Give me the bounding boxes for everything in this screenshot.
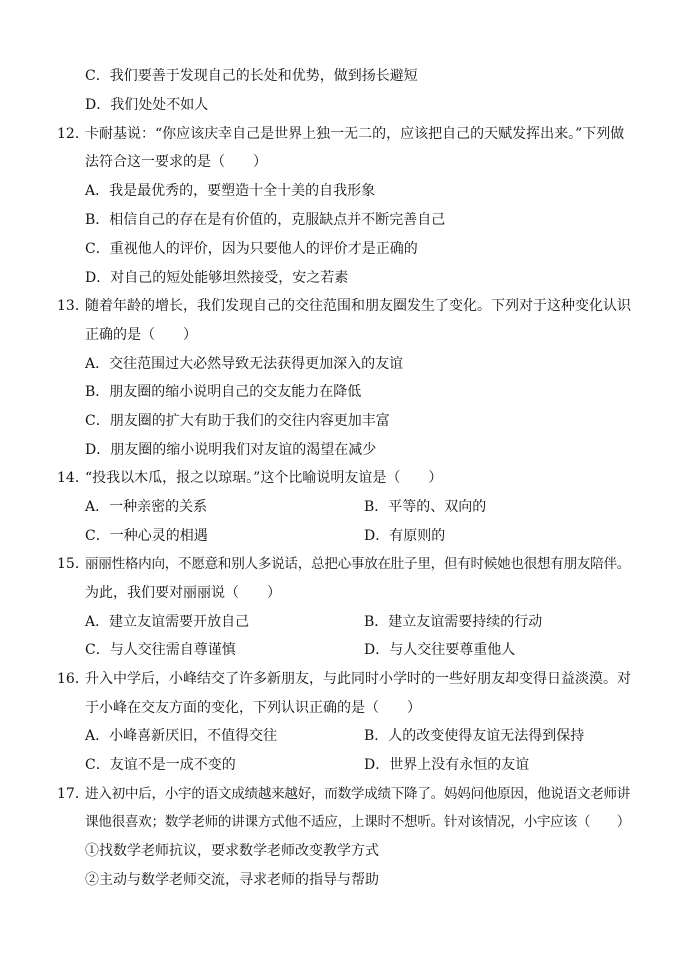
q16-option-a: A．小峰喜新厌旧，不值得交往	[85, 728, 278, 744]
q12-stem-line2: 法符合这一要求的是（ ）	[85, 154, 267, 170]
q12-option-b: B．相信自己的存在是有价值的，克服缺点并不断完善自己	[85, 212, 446, 228]
q14-option-d: D．有原则的	[364, 528, 446, 544]
q12-number: 12．	[57, 126, 89, 142]
q15-option-a: A．建立友谊需要开放自己	[85, 614, 250, 630]
q16-number: 16．	[57, 671, 89, 687]
q15-stem-line1: 丽丽性格内向，不愿意和别人多说话，总把心事放在肚子里，但有时候她也很想有朋友陪伴。	[85, 556, 631, 572]
q16-option-b: B．人的改变使得友谊无法得到保持	[364, 728, 585, 744]
q11-option-c: C．我们要善于发现自己的长处和优势，做到扬长避短	[85, 68, 418, 84]
q15-option-b: B．建立友谊需要持续的行动	[364, 614, 543, 630]
q12-option-a: A．我是最优秀的，要塑造十全十美的自我形象	[85, 183, 376, 199]
q14-stem: “投我以木瓜，报之以琼琚。”这个比喻说明友谊是（ ）	[85, 470, 443, 486]
q12-option-d: D．对自己的短处能够坦然接受，安之若素	[85, 270, 349, 286]
q16-option-c: C．友谊不是一成不变的	[85, 757, 236, 773]
q15-option-c: C．与人交往需自尊谨慎	[85, 642, 236, 658]
q14-option-b: B．平等的、双向的	[364, 499, 487, 515]
q14-option-c: C．一种心灵的相遇	[85, 528, 208, 544]
q13-option-b: B．朋友圈的缩小说明自己的交友能力在降低	[85, 384, 362, 400]
q16-stem-line1: 升入中学后，小峰结交了许多新朋友，与此同时小学时的一些好朋友却变得日益淡漠。对	[85, 671, 631, 687]
q13-option-a: A．交往范围过大必然导致无法获得更加深入的友谊	[85, 356, 404, 372]
q12-option-c: C．重视他人的评价，因为只要他人的评价才是正确的	[85, 241, 418, 257]
q16-option-d: D．世界上没有永恒的友谊	[364, 757, 530, 773]
q13-option-c: C．朋友圈的扩大有助于我们的交往内容更加丰富	[85, 413, 390, 429]
q15-option-d: D．与人交往要尊重他人	[364, 642, 516, 658]
q13-stem-line1: 随着年龄的增长，我们发现自己的交往范围和朋友圈发生了变化。下列对于这种变化认识	[85, 298, 631, 314]
q15-number: 15．	[57, 556, 89, 572]
q14-number: 14．	[57, 470, 89, 486]
q17-stem-line2: 课他很喜欢；数学老师的讲课方式他不适应，上课时不想听。针对该情况，小宇应该（ ）	[85, 814, 631, 830]
q16-stem-line2: 于小峰在交友方面的变化，下列认识正确的是（ ）	[85, 700, 421, 716]
q11-option-d: D．我们处处不如人	[85, 97, 209, 113]
q13-stem-line2: 正确的是（ ）	[85, 327, 197, 343]
q12-stem-line1: 卡耐基说：“你应该庆幸自己是世界上独一无二的，应该把自己的天赋发挥出来。”下列做	[85, 126, 625, 142]
q17-item-1: ①找数学老师抗议，要求数学老师改变教学方式	[85, 843, 379, 859]
q17-number: 17．	[57, 786, 89, 802]
q17-stem-line1: 进入初中后，小宇的语文成绩越来越好，而数学成绩下降了。妈妈问他原因，他说语文老师讲	[85, 786, 631, 802]
q15-stem-line2: 为此，我们要对丽丽说（ ）	[85, 585, 281, 601]
q13-option-d: D．朋友圈的缩小说明我们对友谊的渴望在减少	[85, 442, 377, 458]
q17-item-2: ②主动与数学老师交流，寻求老师的指导与帮助	[85, 872, 379, 888]
q13-number: 13．	[57, 298, 89, 314]
q14-option-a: A．一种亲密的关系	[85, 499, 208, 515]
